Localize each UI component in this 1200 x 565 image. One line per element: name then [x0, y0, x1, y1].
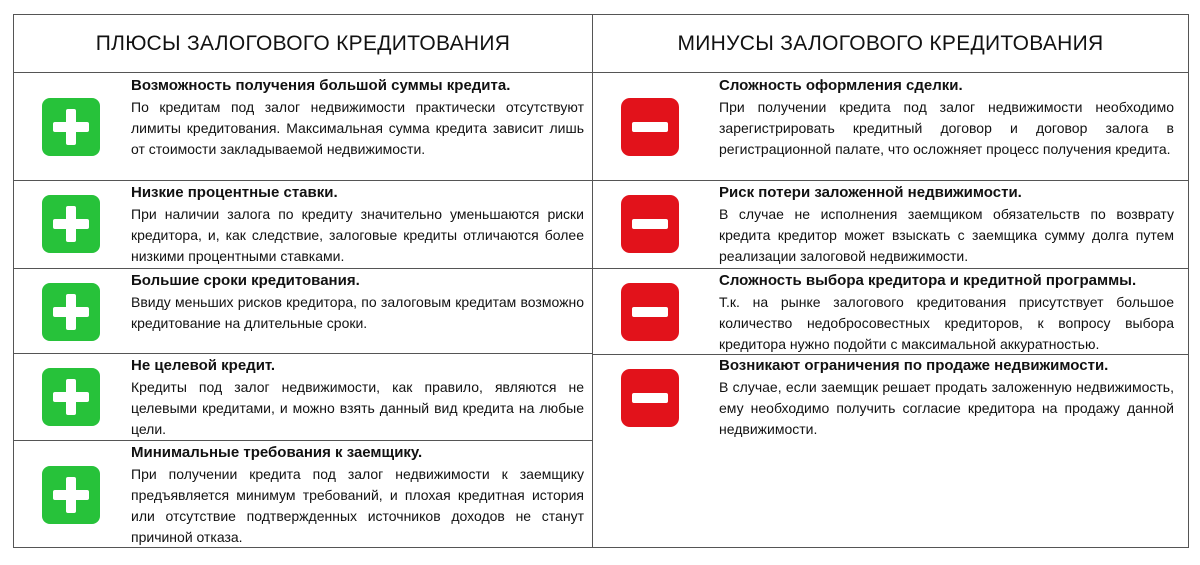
pro-item [14, 354, 592, 441]
con-item-text: Т.к. на рынке залогового кредитования присутствует большое количество недобросовестных кредиторов, к вопросу выбора кредитора нужно подойти с максимальной аккуратностью. [719, 294, 1174, 352]
pro-item-title: Минимальные требования к заемщику. [131, 444, 423, 461]
con-item-text: В случае не исполнения заемщиком обязательств по возврату кредита кредитор может взыскать с заемщика сумму долга путем реализации залоговой недвижимости. [719, 206, 1174, 264]
pro-item-text: Кредиты под залог недвижимости, как правило, являются не целевыми кредитами, и можно взять данный вид кредита на любые цели. [131, 379, 584, 437]
pro-item-text: Ввиду меньших рисков кредитора, по залоговым кредитам возможно кредитование на длительные сроки. [131, 294, 584, 331]
pro-item-text: При получении кредита под залог недвижимости к заемщику предъявляется минимум требований, и плохая кредитная история или отсутствие подтвержденных источников доходов не станут причиной отказа. [131, 466, 584, 545]
minus-icon [621, 195, 679, 253]
pro-item-title: Низкие процентные ставки. [131, 184, 338, 201]
con-item-title: Сложность оформления сделки. [719, 77, 963, 94]
con-item [593, 269, 1188, 355]
con-item-content [719, 182, 1174, 267]
pro-item-content [131, 75, 584, 160]
plus-icon [42, 195, 100, 253]
pro-item [14, 73, 592, 181]
plus-icon [42, 98, 100, 156]
plus-icon [42, 283, 100, 341]
pros-header: ПЛЮСЫ ЗАЛОГОВОГО КРЕДИТОВАНИЯ [14, 15, 592, 73]
plus-icon [42, 368, 100, 426]
pro-item-content [131, 355, 584, 440]
pro-item-content [131, 270, 584, 334]
con-item-title: Возникают ограничения по продаже недвижимости. [719, 357, 1109, 374]
minus-icon [621, 369, 679, 427]
pro-item-title: Не целевой кредит. [131, 357, 276, 374]
con-item [593, 73, 1188, 181]
con-item-text: В случае, если заемщик решает продать заложенную недвижимость, ему необходимо получить согласие кредитора на продажу данной недвижимости. [719, 379, 1174, 437]
pro-item [14, 181, 592, 269]
minus-icon [621, 283, 679, 341]
pros-cons-table [13, 14, 1189, 548]
pro-item-text: При наличии залога по кредиту значительно уменьшаются риски кредитора, и, как следствие, залоговые кредиты отличаются более низкими процентными ставками. [131, 206, 584, 264]
plus-icon [42, 466, 100, 524]
cons-header: МИНУСЫ ЗАЛОГОВОГО КРЕДИТОВАНИЯ [593, 15, 1188, 73]
cons-column [593, 15, 1188, 547]
pro-item-title: Возможность получения большой суммы кредита. [131, 77, 511, 94]
con-item-content [719, 75, 1174, 160]
con-item-content [719, 355, 1174, 440]
pro-item-content [131, 442, 584, 548]
pro-item-title: Большие сроки кредитования. [131, 272, 360, 289]
con-item [593, 181, 1188, 269]
pros-column [14, 15, 593, 547]
con-item-text: При получении кредита под залог недвижимости необходимо зарегистрировать кредитный договор и договор залога в регистрационной палате, что осложняет процесс получения кредита. [719, 99, 1174, 157]
con-item-content [719, 270, 1174, 355]
pro-item [14, 441, 592, 547]
minus-icon [621, 98, 679, 156]
pro-item-text: По кредитам под залог недвижимости практически отсутствуют лимиты кредитования. Максимальная сумма кредита зависит лишь от стоимости закладываемой недвижимости. [131, 99, 584, 157]
pro-item [14, 269, 592, 354]
con-item-title: Сложность выбора кредитора и кредитной программы. [719, 272, 1137, 289]
pro-item-content [131, 182, 584, 267]
con-item [593, 355, 1188, 455]
con-item-title: Риск потери заложенной недвижимости. [719, 184, 1022, 201]
